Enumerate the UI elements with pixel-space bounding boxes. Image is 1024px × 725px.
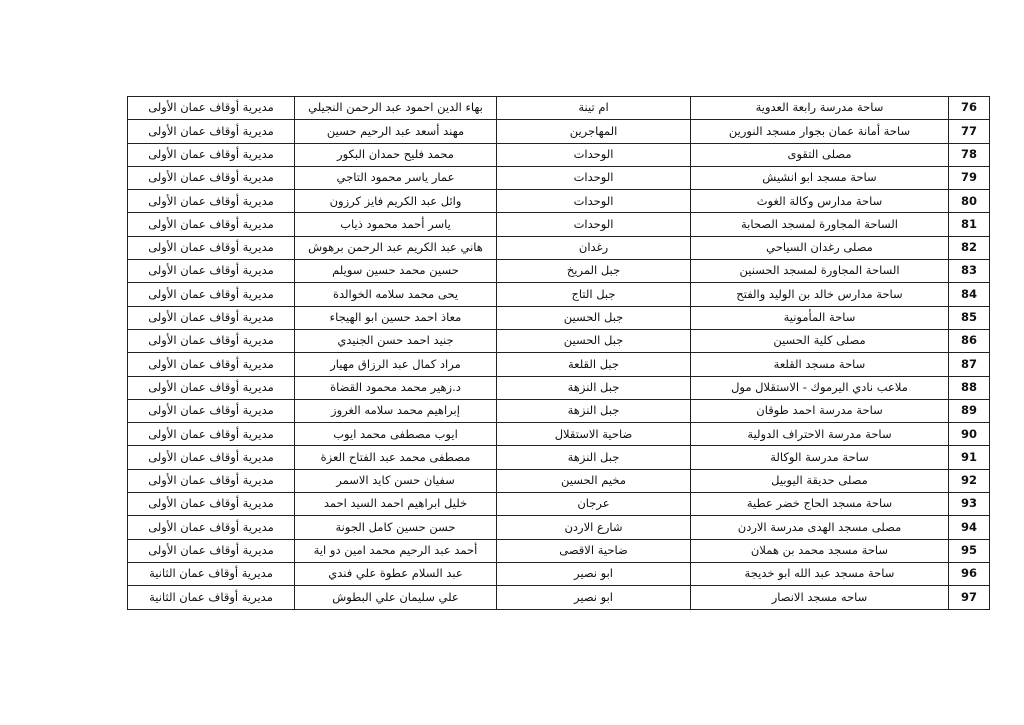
imam-name: بهاء الدين احمود عبد الرحمن النجيلي: [295, 97, 497, 120]
area-name: الوحدات: [497, 190, 691, 213]
imam-name: ياسر أحمد محمود ذياب: [295, 213, 497, 236]
imam-name: علي سليمان علي البطوش: [295, 586, 497, 609]
area-name: جبل التاج: [497, 283, 691, 306]
table-row: [128, 213, 990, 236]
row-number: 88: [949, 376, 990, 399]
prayer-location: ساحة المأمونية: [691, 306, 949, 329]
imam-name: محمد فليح حمدان البكور: [295, 143, 497, 166]
area-name: ضاحية الاقصى: [497, 539, 691, 562]
area-name: جبل المريخ: [497, 260, 691, 283]
directorate-name: مديرية أوقاف عمان الأولى: [128, 399, 295, 422]
area-name: ضاحية الاستقلال: [497, 423, 691, 446]
row-number: 79: [949, 166, 990, 189]
row-number: 77: [949, 120, 990, 143]
row-number: 85: [949, 306, 990, 329]
directorate-name: مديرية أوقاف عمان الأولى: [128, 423, 295, 446]
prayer-location: ملاعب نادي اليرموك - الاستقلال مول: [691, 376, 949, 399]
imam-name: حسين محمد حسين سويلم: [295, 260, 497, 283]
row-number: 92: [949, 469, 990, 492]
area-name: ام تينة: [497, 97, 691, 120]
prayer-location: ساحة مدرسة رابعة العدوية: [691, 97, 949, 120]
prayer-location: ساحه مسجد الانصار: [691, 586, 949, 609]
prayer-location: مصلى مسجد الهدى مدرسة الاردن: [691, 516, 949, 539]
prayer-location: ساحة مسجد الحاج خضر عطية: [691, 493, 949, 516]
table-row: [128, 493, 990, 516]
table-row: [128, 190, 990, 213]
area-name: الوحدات: [497, 213, 691, 236]
row-number: 93: [949, 493, 990, 516]
area-name: الوحدات: [497, 143, 691, 166]
imam-name: هاني عبد الكريم عبد الرحمن برهوش: [295, 236, 497, 259]
row-number: 83: [949, 260, 990, 283]
table-row: [128, 306, 990, 329]
area-name: جبل الحسين: [497, 306, 691, 329]
directorate-name: مديرية أوقاف عمان الثانية: [128, 586, 295, 609]
table-row: [128, 539, 990, 562]
prayer-location: ساحة مدارس وكالة الغوث: [691, 190, 949, 213]
imam-name: إبراهيم محمد سلامه الغروز: [295, 399, 497, 422]
row-number: 78: [949, 143, 990, 166]
directorate-name: مديرية أوقاف عمان الأولى: [128, 329, 295, 352]
imam-name: مصطفى محمد عبد الفتاح العزة: [295, 446, 497, 469]
row-number: 86: [949, 329, 990, 352]
area-name: الوحدات: [497, 166, 691, 189]
imam-name: مهند أسعد عبد الرحيم حسين: [295, 120, 497, 143]
directorate-name: مديرية أوقاف عمان الأولى: [128, 469, 295, 492]
prayer-location: ساحة مسجد محمد بن هملان: [691, 539, 949, 562]
imam-name: سفيان حسن كايد الاسمر: [295, 469, 497, 492]
table-row: [128, 166, 990, 189]
area-name: ابو نصير: [497, 586, 691, 609]
table-row: [128, 423, 990, 446]
table-row: [128, 329, 990, 352]
imam-name: حسن حسين كامل الجونة: [295, 516, 497, 539]
imam-name: ايوب مصطفى محمد ايوب: [295, 423, 497, 446]
prayer-location: ساحة مدرسة الوكالة: [691, 446, 949, 469]
table-row: [128, 562, 990, 585]
table-row: [128, 120, 990, 143]
directorate-name: مديرية أوقاف عمان الأولى: [128, 516, 295, 539]
prayer-location: مصلى كلية الحسين: [691, 329, 949, 352]
imam-name: معاذ احمد حسين ابو الهيجاء: [295, 306, 497, 329]
directorate-name: مديرية أوقاف عمان الأولى: [128, 236, 295, 259]
prayer-location: مصلى رغدان السياحي: [691, 236, 949, 259]
directorate-name: مديرية أوقاف عمان الأولى: [128, 190, 295, 213]
directorate-name: مديرية أوقاف عمان الأولى: [128, 260, 295, 283]
table-row: [128, 283, 990, 306]
area-name: جبل الحسين: [497, 329, 691, 352]
prayer-sites-table: [127, 96, 990, 610]
imam-name: أحمد عبد الرحيم محمد امين دو اية: [295, 539, 497, 562]
area-name: مخيم الحسين: [497, 469, 691, 492]
directorate-name: مديرية أوقاف عمان الثانية: [128, 562, 295, 585]
imam-name: عمار ياسر محمود التاجي: [295, 166, 497, 189]
table-body: [128, 97, 990, 610]
row-number: 90: [949, 423, 990, 446]
imam-name: جنيد احمد حسن الجنيدي: [295, 329, 497, 352]
directorate-name: مديرية أوقاف عمان الأولى: [128, 353, 295, 376]
directorate-name: مديرية أوقاف عمان الأولى: [128, 166, 295, 189]
prayer-location: ساحة مسجد عبد الله ابو خديجة: [691, 562, 949, 585]
area-name: جبل النزهة: [497, 399, 691, 422]
directorate-name: مديرية أوقاف عمان الأولى: [128, 539, 295, 562]
prayer-location: ساحة مسجد القلعة: [691, 353, 949, 376]
table-row: [128, 376, 990, 399]
table-row: [128, 143, 990, 166]
table-row: [128, 586, 990, 609]
row-number: 87: [949, 353, 990, 376]
directorate-name: مديرية أوقاف عمان الأولى: [128, 376, 295, 399]
area-name: ابو نصير: [497, 562, 691, 585]
imam-name: د.زهير محمد محمود القضاة: [295, 376, 497, 399]
table-row: [128, 260, 990, 283]
directorate-name: مديرية أوقاف عمان الأولى: [128, 446, 295, 469]
prayer-location: الساحة المجاورة لمسجد الصحابة: [691, 213, 949, 236]
row-number: 94: [949, 516, 990, 539]
imam-name: خليل ابراهيم احمد السيد احمد: [295, 493, 497, 516]
row-number: 96: [949, 562, 990, 585]
prayer-location: مصلى حديقة اليوبيل: [691, 469, 949, 492]
imam-name: مراد كمال عبد الرزاق مهيار: [295, 353, 497, 376]
prayer-location: ساحة مدارس خالد بن الوليد والفتح: [691, 283, 949, 306]
directorate-name: مديرية أوقاف عمان الأولى: [128, 120, 295, 143]
directorate-name: مديرية أوقاف عمان الأولى: [128, 306, 295, 329]
directorate-name: مديرية أوقاف عمان الأولى: [128, 283, 295, 306]
area-name: جبل القلعة: [497, 353, 691, 376]
area-name: المهاجرين: [497, 120, 691, 143]
prayer-location: مصلى التقوى: [691, 143, 949, 166]
area-name: رغدان: [497, 236, 691, 259]
area-name: جبل النزهة: [497, 446, 691, 469]
table-row: [128, 236, 990, 259]
area-name: شارع الاردن: [497, 516, 691, 539]
row-number: 97: [949, 586, 990, 609]
prayer-location: ساحة أمانة عمان بجوار مسجد النورين: [691, 120, 949, 143]
row-number: 91: [949, 446, 990, 469]
area-name: عرجان: [497, 493, 691, 516]
prayer-location: الساحة المجاورة لمسجد الحسنين: [691, 260, 949, 283]
table-row: [128, 469, 990, 492]
prayer-location: ساحة مدرسة احمد طوقان: [691, 399, 949, 422]
row-number: 84: [949, 283, 990, 306]
row-number: 82: [949, 236, 990, 259]
table-row: [128, 399, 990, 422]
area-name: جبل النزهة: [497, 376, 691, 399]
table-row: [128, 446, 990, 469]
table-row: [128, 516, 990, 539]
directorate-name: مديرية أوقاف عمان الأولى: [128, 143, 295, 166]
row-number: 81: [949, 213, 990, 236]
table-row: [128, 353, 990, 376]
imam-name: وائل عبد الكريم فايز كرزون: [295, 190, 497, 213]
directorate-name: مديرية أوقاف عمان الأولى: [128, 97, 295, 120]
row-number: 76: [949, 97, 990, 120]
directorate-name: مديرية أوقاف عمان الأولى: [128, 493, 295, 516]
row-number: 95: [949, 539, 990, 562]
table-row: [128, 97, 990, 120]
imam-name: يحى محمد سلامه الخوالدة: [295, 283, 497, 306]
prayer-location: ساحة مدرسة الاحتراف الدولية: [691, 423, 949, 446]
directorate-name: مديرية أوقاف عمان الأولى: [128, 213, 295, 236]
prayer-location: ساحة مسجد ابو انشيش: [691, 166, 949, 189]
row-number: 80: [949, 190, 990, 213]
row-number: 89: [949, 399, 990, 422]
imam-name: عبد السلام عطوة علي فندي: [295, 562, 497, 585]
